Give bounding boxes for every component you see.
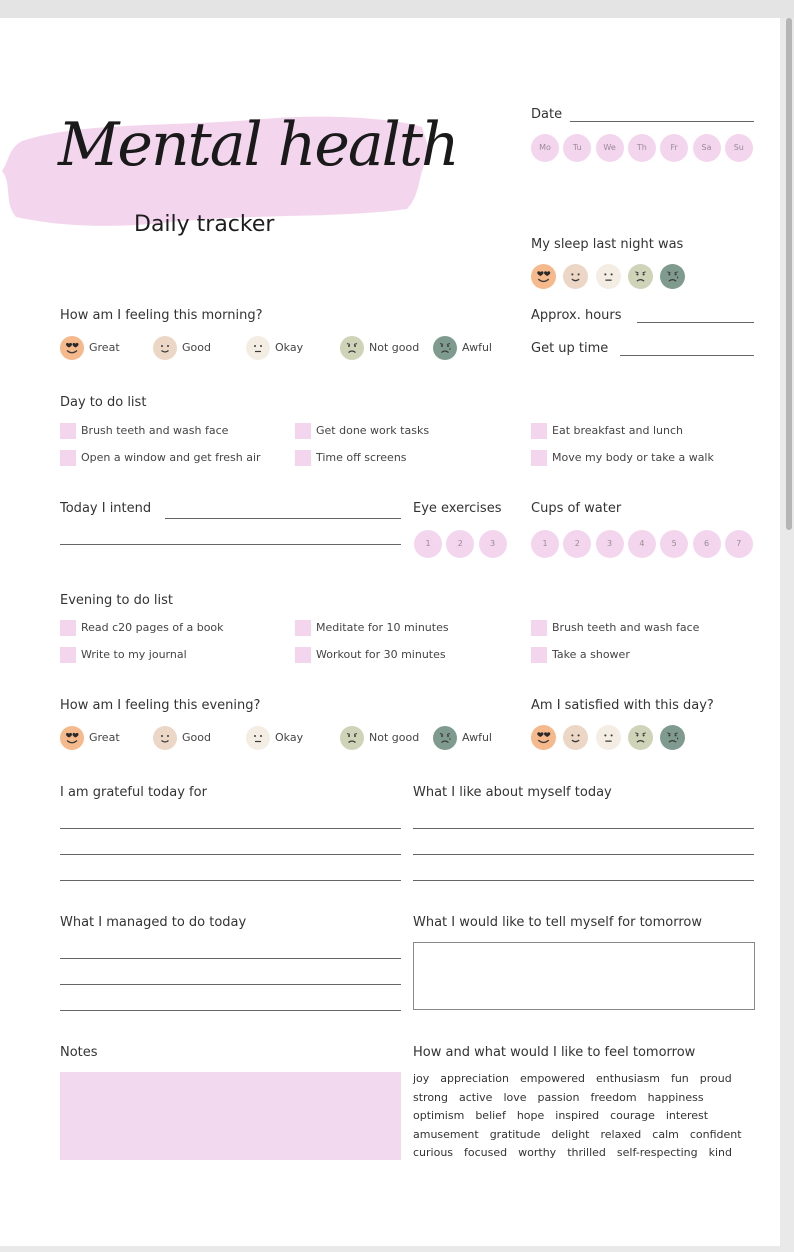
day_todo-item-1: Get done work tasks <box>316 424 430 437</box>
feel-word: curious <box>413 1146 454 1159</box>
okay-face-icon[interactable] <box>246 726 270 750</box>
feel-word: fun <box>670 1072 689 1085</box>
notes-box[interactable] <box>60 1072 401 1160</box>
tell-tomorrow-label: What I would like to tell myself for tomorrow <box>413 915 703 930</box>
date-line[interactable] <box>570 121 754 122</box>
great-face-icon[interactable] <box>60 336 84 360</box>
feel-word: empowered <box>519 1072 585 1085</box>
day-todo-label: Day to do list <box>60 395 147 410</box>
scrollbar-thumb[interactable] <box>786 18 792 530</box>
water-circle-1[interactable]: 1 <box>531 530 559 558</box>
great-face-icon[interactable] <box>531 725 556 750</box>
feel-word: self-respecting <box>616 1146 698 1159</box>
eye-exercises-label: Eye exercises <box>413 501 502 516</box>
evening_todo-checkbox-0[interactable] <box>60 620 76 636</box>
intend-line-1[interactable] <box>165 518 401 519</box>
managed-line-3[interactable] <box>60 1010 401 1011</box>
good-face-icon[interactable] <box>153 336 177 360</box>
get-up-time-line[interactable] <box>620 355 754 356</box>
evening_todo-item-1: Meditate for 10 minutes <box>316 621 449 634</box>
day_todo-item-5: Move my body or take a walk <box>552 451 714 464</box>
feel-word: focused <box>464 1146 508 1159</box>
feel-words-row <box>413 1109 719 1122</box>
managed-label: What I managed to do today <box>60 915 247 930</box>
grateful-line-1[interactable] <box>60 828 401 829</box>
morning-mood-label-0: Great <box>89 341 120 354</box>
feel-words-row <box>413 1072 743 1085</box>
satisfied-label: Am I satisfied with this day? <box>531 698 714 713</box>
date-label: Date <box>531 107 563 122</box>
okay-face-icon[interactable] <box>596 264 621 289</box>
morning-mood-label-1: Good <box>182 341 211 354</box>
feel-words-row <box>413 1128 753 1141</box>
feel-word: enthusiasm <box>595 1072 660 1085</box>
morning-mood-label-4: Awful <box>462 341 492 354</box>
feel-word: courage <box>610 1109 655 1122</box>
feel-word: belief <box>475 1109 506 1122</box>
okay-face-icon[interactable] <box>246 336 270 360</box>
day-circle-fr[interactable]: Fr <box>660 134 688 162</box>
day-circle-su[interactable]: Su <box>725 134 753 162</box>
feel-word: joy <box>413 1072 430 1085</box>
water-circle-2[interactable]: 2 <box>563 530 591 558</box>
eye-circle-3[interactable]: 3 <box>479 530 507 558</box>
day_todo-checkbox-2[interactable] <box>531 423 547 439</box>
morning-mood-label: How am I feeling this morning? <box>60 308 263 323</box>
approx-hours-line[interactable] <box>637 322 754 323</box>
water-circle-6[interactable]: 6 <box>693 530 721 558</box>
feel-word: optimism <box>413 1109 465 1122</box>
feel-word: interest <box>665 1109 709 1122</box>
feel-word: worthy <box>518 1146 557 1159</box>
water-circle-5[interactable]: 5 <box>660 530 688 558</box>
feel-word: happiness <box>647 1090 704 1104</box>
okay-face-icon[interactable] <box>596 725 621 750</box>
day-circle-th[interactable]: Th <box>628 134 656 162</box>
grateful-line-2[interactable] <box>60 854 401 855</box>
day_todo-checkbox-3[interactable] <box>60 450 76 466</box>
evening_todo-item-4: Workout for 30 minutes <box>316 648 446 661</box>
evening_todo-checkbox-1[interactable] <box>295 620 311 636</box>
evening_todo-item-2: Brush teeth and wash face <box>552 621 700 634</box>
evening_todo-item-3: Write to my journal <box>81 648 187 661</box>
day_todo-checkbox-1[interactable] <box>295 423 311 439</box>
managed-line-2[interactable] <box>60 984 401 985</box>
managed-line-1[interactable] <box>60 958 401 959</box>
like-myself-line-2[interactable] <box>413 854 754 855</box>
evening-mood-label-1: Good <box>182 731 211 744</box>
eye-circle-2[interactable]: 2 <box>446 530 474 558</box>
evening_todo-checkbox-4[interactable] <box>295 647 311 663</box>
feel-word: calm <box>652 1127 679 1141</box>
evening-todo-label: Evening to do list <box>60 593 173 608</box>
awful-face-icon[interactable] <box>660 264 685 289</box>
tracker-page <box>0 18 780 1246</box>
today-intend-label: Today I intend <box>60 501 152 516</box>
eye-circle-1[interactable]: 1 <box>414 530 442 558</box>
intend-line-2[interactable] <box>60 544 401 545</box>
feel-tomorrow-label: How and what would I like to feel tomorrow <box>413 1045 696 1060</box>
tell-tomorrow-box[interactable] <box>413 942 755 1010</box>
feel-word: appreciation <box>440 1072 509 1085</box>
day-circle-tu[interactable]: Tu <box>563 134 591 162</box>
page-title: Mental health <box>58 110 458 180</box>
not-good-face-icon[interactable] <box>628 264 653 289</box>
day_todo-item-3: Open a window and get fresh air <box>81 451 261 464</box>
water-circle-3[interactable]: 3 <box>596 530 624 558</box>
good-face-icon[interactable] <box>563 264 588 289</box>
awful-face-icon[interactable] <box>433 726 457 750</box>
feel-word: thrilled <box>567 1146 606 1159</box>
evening_todo-checkbox-2[interactable] <box>531 620 547 636</box>
feel-word: relaxed <box>600 1127 642 1141</box>
day_todo-checkbox-0[interactable] <box>60 423 76 439</box>
morning-mood-label-3: Not good <box>369 341 420 354</box>
good-face-icon[interactable] <box>153 726 177 750</box>
feel-word: freedom <box>590 1090 637 1104</box>
feel-word: amusement <box>413 1127 479 1141</box>
grateful-line-3[interactable] <box>60 880 401 881</box>
day_todo-checkbox-5[interactable] <box>531 450 547 466</box>
evening_todo-item-5: Take a shower <box>552 648 630 661</box>
feel-word: inspired <box>555 1109 600 1122</box>
feel-words-row <box>413 1091 715 1104</box>
evening_todo-checkbox-3[interactable] <box>60 647 76 663</box>
feel-word: gratitude <box>489 1127 541 1141</box>
day-circle-mo[interactable]: Mo <box>531 134 559 162</box>
evening-mood-label-4: Awful <box>462 731 492 744</box>
day_todo-item-2: Eat breakfast and lunch <box>552 424 684 437</box>
day-circle-we[interactable]: We <box>596 134 624 162</box>
day_todo-item-4: Time off screens <box>316 451 407 464</box>
not-good-face-icon[interactable] <box>628 725 653 750</box>
awful-face-icon[interactable] <box>433 336 457 360</box>
evening-mood-label: How am I feeling this evening? <box>60 698 261 713</box>
awful-face-icon[interactable] <box>660 725 685 750</box>
evening-mood-label-3: Not good <box>369 731 420 744</box>
day-circle-sa[interactable]: Sa <box>693 134 721 162</box>
feel-word: proud <box>699 1072 732 1085</box>
feel-words-row <box>413 1146 743 1159</box>
feel-word: kind <box>708 1146 733 1159</box>
not-good-face-icon[interactable] <box>340 336 364 360</box>
feel-word: active <box>459 1090 493 1104</box>
scrollbar[interactable] <box>786 18 792 1246</box>
not-good-face-icon[interactable] <box>340 726 364 750</box>
approx-hours-label: Approx. hours <box>531 308 622 323</box>
feel-word: hope <box>516 1109 545 1122</box>
evening_todo-item-0: Read c20 pages of a book <box>81 621 224 634</box>
day_todo-checkbox-4[interactable] <box>295 450 311 466</box>
sleep-label: My sleep last night was <box>531 237 684 252</box>
notes-label: Notes <box>60 1045 98 1060</box>
like-myself-line-3[interactable] <box>413 880 754 881</box>
water-circle-7[interactable]: 7 <box>725 530 753 558</box>
page-subtitle: Daily tracker <box>134 212 275 237</box>
good-face-icon[interactable] <box>563 725 588 750</box>
like-myself-line-1[interactable] <box>413 828 754 829</box>
evening_todo-checkbox-5[interactable] <box>531 647 547 663</box>
feel-word: confident <box>689 1127 742 1141</box>
water-circle-4[interactable]: 4 <box>628 530 656 558</box>
morning-mood-label-2: Okay <box>275 341 304 354</box>
great-face-icon[interactable] <box>531 264 556 289</box>
cups-of-water-label: Cups of water <box>531 501 622 516</box>
evening-mood-label-0: Great <box>89 731 120 744</box>
grateful-label: I am grateful today for <box>60 785 207 800</box>
feel-word: delight <box>551 1127 590 1141</box>
feel-word: passion <box>537 1090 580 1104</box>
like-myself-label: What I like about myself today <box>413 785 612 800</box>
get-up-time-label: Get up time <box>531 341 609 356</box>
great-face-icon[interactable] <box>60 726 84 750</box>
feel-word: strong <box>413 1090 449 1104</box>
evening-mood-label-2: Okay <box>275 731 304 744</box>
day_todo-item-0: Brush teeth and wash face <box>81 424 229 437</box>
browser-top-bar <box>0 0 794 18</box>
feel-word: love <box>503 1090 527 1104</box>
